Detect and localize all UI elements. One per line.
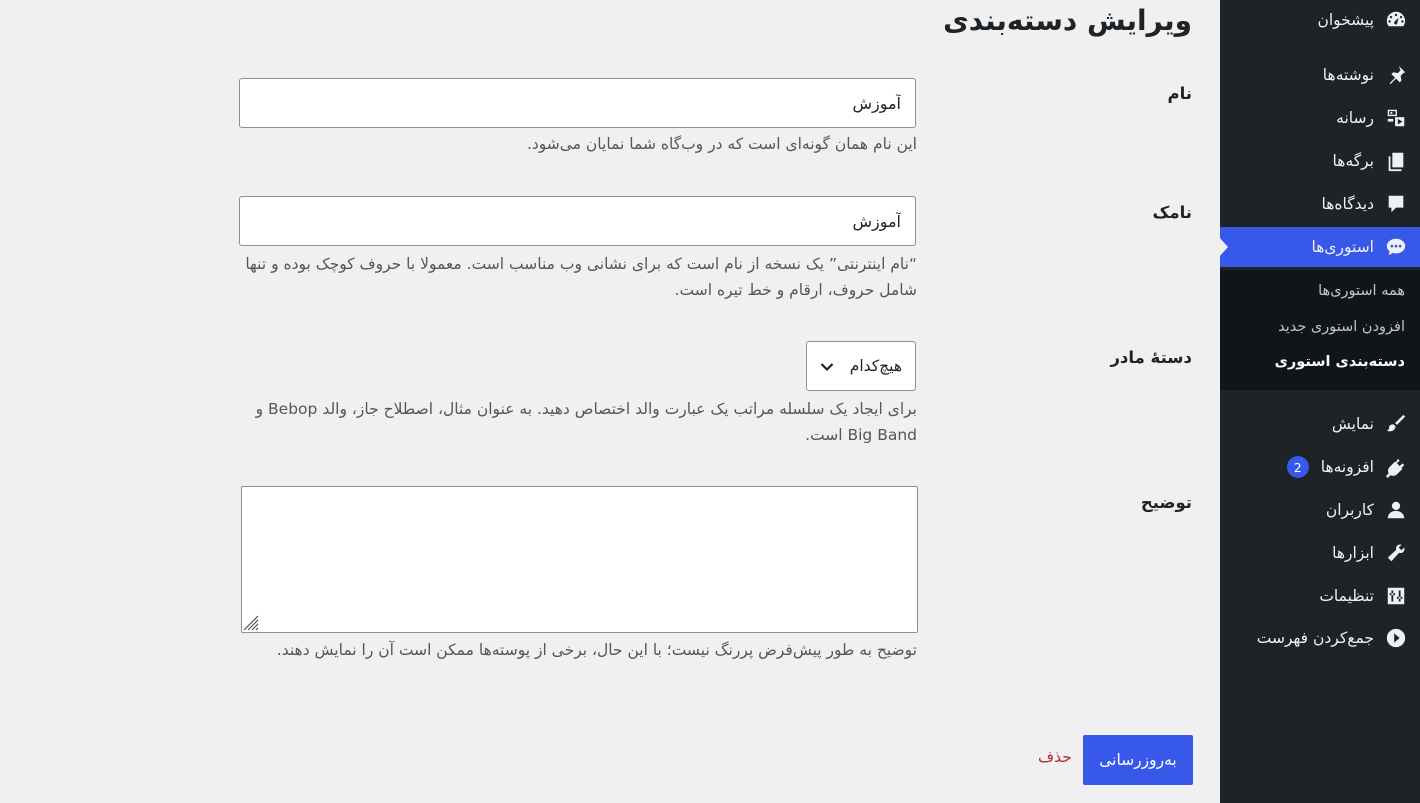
slug-input[interactable] bbox=[239, 196, 916, 246]
menu-label: ابزارها bbox=[1332, 544, 1374, 562]
delete-link[interactable]: حذف bbox=[1038, 748, 1072, 766]
menu-label: رسانه bbox=[1336, 109, 1374, 127]
submenu-add-story[interactable]: افزودن استوری جدید bbox=[1278, 319, 1405, 335]
pages-icon bbox=[1384, 149, 1408, 173]
collapse-arrow-icon bbox=[1384, 626, 1408, 650]
name-input[interactable] bbox=[239, 78, 916, 128]
plugin-icon bbox=[1384, 455, 1408, 479]
menu-label: افزونه‌ها bbox=[1320, 458, 1374, 476]
comment-icon bbox=[1384, 192, 1408, 216]
wrench-icon bbox=[1384, 541, 1408, 565]
settings-sliders-icon bbox=[1384, 584, 1408, 608]
menu-label: نمایش bbox=[1331, 415, 1374, 433]
page-title: ویرایش دسته‌بندی bbox=[943, 4, 1192, 37]
slug-help-text: “نام اینترنتی” یک نسخه از نام است که برای نشانی وب مناسب است. معمولا با حروف کوچک بوده و تنها شامل حروف، ارقام و خط تیره است. bbox=[245, 255, 917, 299]
menu-label: پیشخوان bbox=[1317, 11, 1374, 29]
slug-label: نامک bbox=[1152, 203, 1192, 222]
media-icon bbox=[1384, 106, 1408, 130]
appearance-brush-icon bbox=[1384, 412, 1408, 436]
resize-grip-icon[interactable] bbox=[243, 615, 259, 631]
admin-sidebar bbox=[1220, 0, 1420, 803]
menu-label: کاربران bbox=[1325, 501, 1374, 519]
dashboard-icon bbox=[1384, 8, 1408, 32]
description-help-text: توضیح به طور پیش‌فرض پررنگ نیست؛ با این حال، برخی از پوسته‌ها ممکن است آن را نمایش دهند. bbox=[276, 641, 917, 659]
menu-label: دیدگاه‌ها bbox=[1321, 195, 1374, 213]
description-label: توضیح bbox=[1140, 493, 1192, 512]
menu-item-plugins[interactable] bbox=[1220, 447, 1420, 487]
submenu-all-stories[interactable]: همه استوری‌ها bbox=[1318, 283, 1405, 299]
stories-submenu bbox=[1220, 270, 1420, 390]
collapse-menu-button[interactable] bbox=[1220, 618, 1420, 658]
chat-bubble-icon bbox=[1384, 235, 1408, 259]
name-label: نام bbox=[1167, 84, 1192, 103]
menu-item-tools[interactable] bbox=[1220, 533, 1420, 573]
menu-item-stories[interactable] bbox=[1220, 227, 1420, 267]
submenu-story-category[interactable]: دسته‌بندی استوری bbox=[1274, 354, 1405, 370]
update-button[interactable]: به‌روزرسانی bbox=[1083, 735, 1193, 785]
menu-item-posts[interactable] bbox=[1220, 55, 1420, 95]
parent-select-value: هیچ‌کدام bbox=[849, 357, 902, 375]
menu-label: نوشته‌ها bbox=[1322, 66, 1374, 84]
parent-select[interactable] bbox=[806, 341, 916, 391]
menu-item-users[interactable] bbox=[1220, 490, 1420, 530]
description-textarea[interactable] bbox=[241, 486, 918, 633]
menu-label: تنظیمات bbox=[1319, 587, 1374, 605]
menu-item-dashboard[interactable] bbox=[1220, 0, 1420, 40]
menu-item-comments[interactable] bbox=[1220, 184, 1420, 224]
pin-icon bbox=[1384, 63, 1408, 87]
user-icon bbox=[1384, 498, 1408, 522]
name-help-text: این نام همان گونه‌ای است که در وب‌گاه شما نمایان می‌شود. bbox=[526, 135, 917, 153]
parent-label: دستهٔ مادر bbox=[1110, 348, 1192, 367]
chevron-down-icon bbox=[820, 361, 834, 373]
plugins-update-badge: 2 bbox=[1287, 456, 1309, 478]
menu-item-media[interactable] bbox=[1220, 98, 1420, 138]
menu-item-appearance[interactable] bbox=[1220, 404, 1420, 444]
parent-help-text: برای ایجاد یک سلسله مراتب یک عبارت والد اختصاص دهید. به عنوان مثال، اصطلاح جاز، والد Bebop و Big Band است. bbox=[255, 400, 917, 444]
menu-item-pages[interactable] bbox=[1220, 141, 1420, 181]
menu-label: استوری‌ها bbox=[1311, 238, 1374, 256]
menu-label: جمع‌کردن فهرست bbox=[1256, 629, 1374, 647]
menu-label: برگه‌ها bbox=[1332, 152, 1374, 170]
menu-item-settings[interactable] bbox=[1220, 576, 1420, 616]
